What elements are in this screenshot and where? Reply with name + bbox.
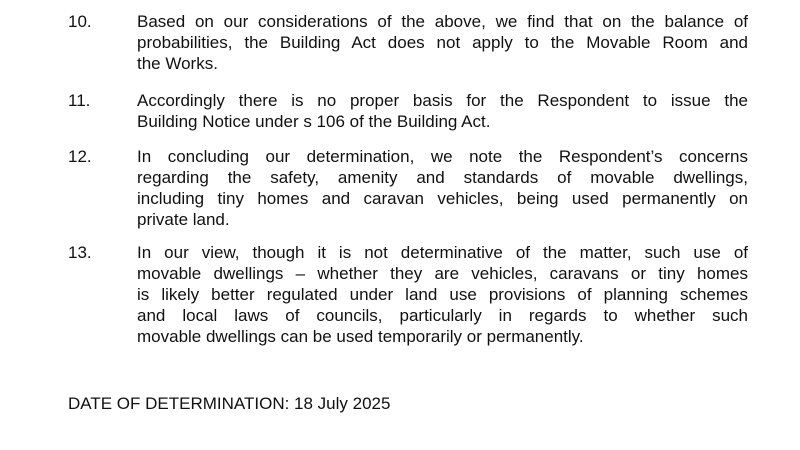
text-line: is likely better regulated under land use provisions of planning schemes <box>137 285 748 304</box>
text-line: Based on our considerations of the above, we find that on the balance of <box>137 12 748 31</box>
paragraph-text <box>137 11 748 74</box>
text-line: private land. <box>137 210 230 229</box>
text-line: probabilities, the Building Act does not apply to the Movable Room and <box>137 33 748 52</box>
paragraph-text <box>137 90 748 132</box>
text-line: the Works. <box>137 54 218 73</box>
text-line: In concluding our determination, we note the Respondent’s concerns <box>137 147 748 166</box>
text-line: and local laws of councils, particularly in regards to whether such <box>137 306 748 325</box>
determination-date: DATE OF DETERMINATION: 18 July 2025 <box>68 394 391 413</box>
text-line: In our view, though it is not determinative of the matter, such use of <box>137 243 748 262</box>
paragraph-number: 11. <box>68 91 91 110</box>
text-line: regarding the safety, amenity and standards of movable dwellings, <box>137 168 748 187</box>
paragraph-text <box>137 242 748 347</box>
text-line: movable dwellings – whether they are vehicles, caravans or tiny homes <box>137 264 748 283</box>
paragraph-number: 12. <box>68 147 92 166</box>
paragraph-number: 13. <box>68 243 92 262</box>
text-line: Building Notice under s 106 of the Building Act. <box>137 112 491 131</box>
paragraph-number: 10. <box>68 12 92 31</box>
text-line: Accordingly there is no proper basis for the Respondent to issue the <box>137 91 748 110</box>
text-line: including tiny homes and caravan vehicles, being used permanently on <box>137 189 748 208</box>
text-line: movable dwellings can be used temporarily or permanently. <box>137 327 584 346</box>
paragraph-text <box>137 146 748 230</box>
